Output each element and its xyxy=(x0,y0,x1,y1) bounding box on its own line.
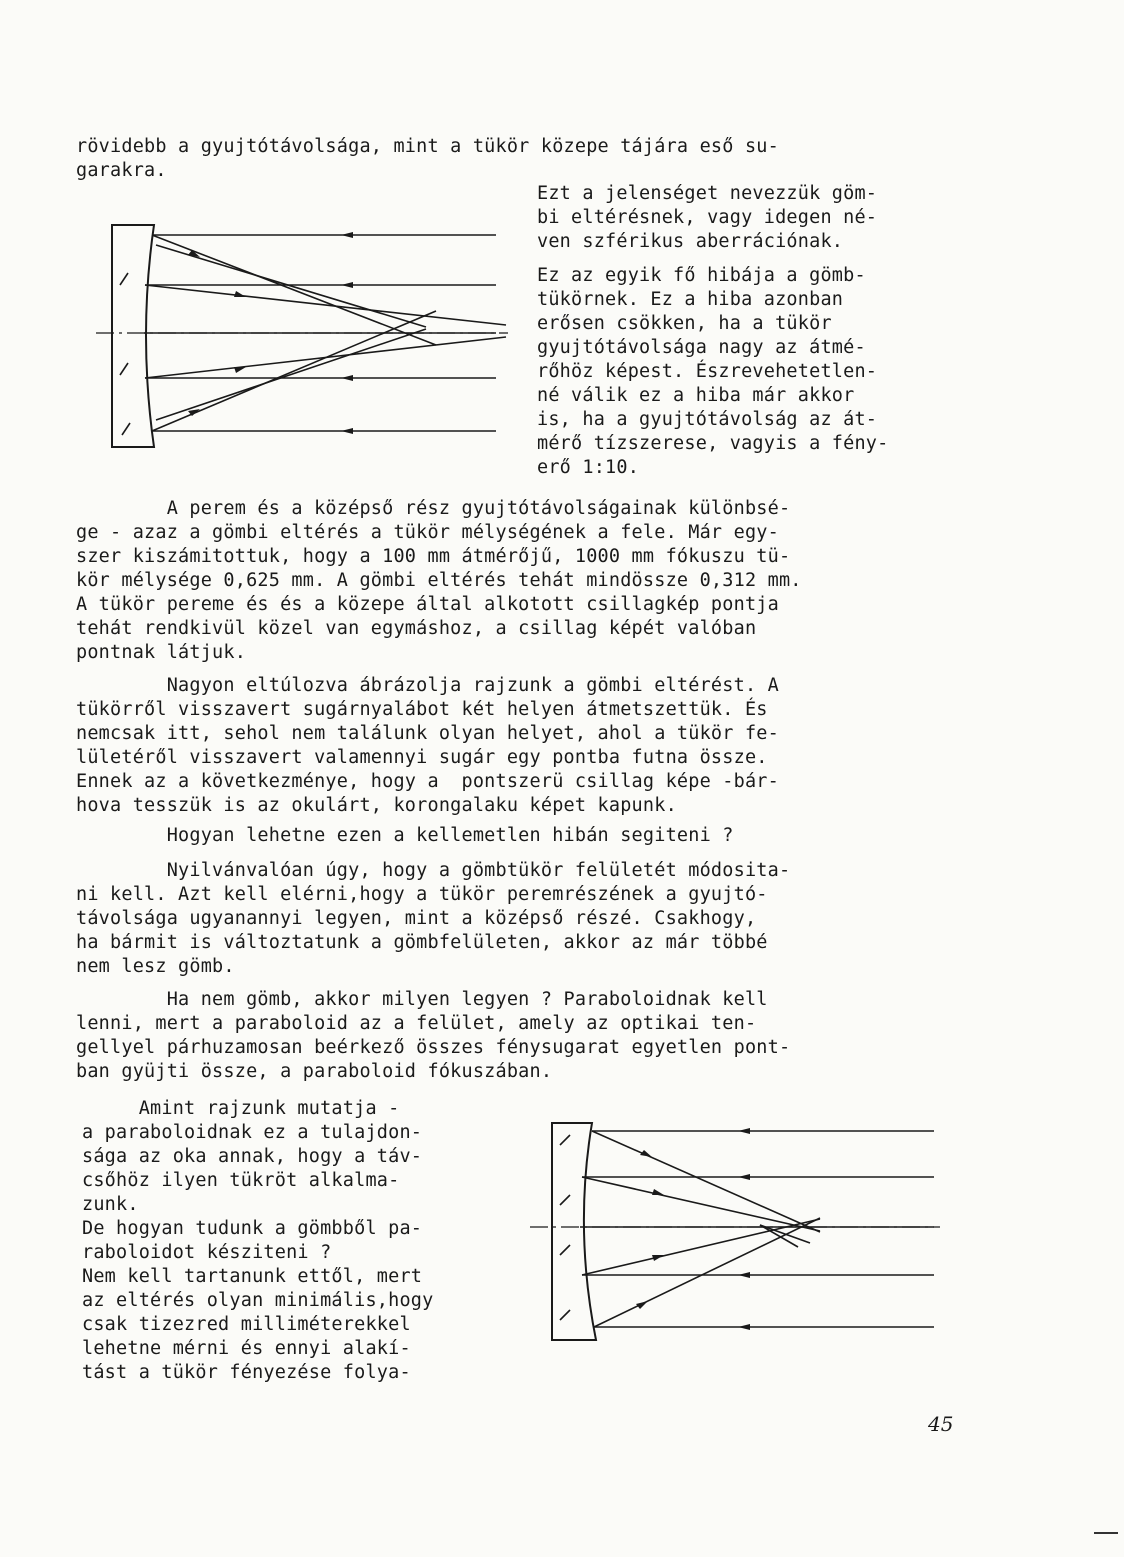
arrowhead xyxy=(341,375,353,381)
arrowhead xyxy=(738,1174,750,1180)
arrowhead xyxy=(738,1128,750,1134)
reflected-ray xyxy=(156,329,426,420)
page-number: 45 xyxy=(928,1412,954,1436)
parabolic-mirror-diagram xyxy=(530,1115,950,1350)
right-paragraph-2: Ez az egyik fő hibája a gömb- tükörnek. Ez a hiba azonban erősen csökken, ha a tükör gyujtótávolsága nagy az átmé- rőhöz képest. Észrevehetetlen- né válik ez a hiba már akkor is, ha a gyujtótávolság az át- mérő tízszerese, vagyis a fény- erő 1:10. xyxy=(537,265,889,478)
arrowhead xyxy=(738,1272,750,1278)
paragraph-hogyan: Hogyan lehetne ezen a kellemetlen hibán segiteni ? xyxy=(76,825,734,846)
arrowhead xyxy=(738,1324,750,1330)
arrowhead xyxy=(234,291,246,297)
paragraph-ha-nem-gomb: Ha nem gömb, akkor milyen legyen ? Paraboloidnak kell lenni, mert a paraboloid az a felület, amely az optikai ten- gellyel párhuzamosan beérkező összes fénysugarat egyetlen pont- ban gyüjti össze, a paraboloid fókuszában. xyxy=(76,989,791,1082)
arrowhead xyxy=(652,1255,664,1261)
arrowhead xyxy=(341,428,353,434)
mirror-hatch xyxy=(560,1195,570,1205)
paragraph-nyilvanvaloan: Nyilvánvalóan úgy, hogy a gömbtükör felületét módosita- ni kell. Azt kell elérni,hogy a tükör peremrészének a gyujtó- távolsága ugyanannyi legyen, mint a középső részé. Csakhogy, ha bármit is változtatunk a gömbfelületen, akkor az már többé nem lesz gömb. xyxy=(76,860,791,977)
reflected-ray xyxy=(145,285,506,325)
arrowhead xyxy=(341,282,353,288)
scan-mark xyxy=(1094,1532,1118,1534)
mirror-body xyxy=(112,225,154,447)
reflected-ray xyxy=(156,245,426,327)
arrowhead xyxy=(636,1301,648,1309)
mirror-hatch xyxy=(560,1310,570,1320)
paragraph-perem: A perem és a középső rész gyujtótávolságainak különbsé- ge - azaz a gömbi eltérés a tükör mélységének a fele. Már egy- szer kiszámitottuk, hogy a 100 mm átmérőjű, 1000 mm fókuszu tü- kör mélysége 0,625 mm. A gömbi eltérés tehát mindössze 0,312 mm. A tükör pereme és és a közepe által alkotott csillagkép pontja tehát rendkivül közel van egymáshoz, a csillag képét valóban pontnak látjuk. xyxy=(76,498,802,663)
bottom-left-paragraph: Amint rajzunk mutatja - a paraboloidnak ez a tulajdon- sága az oka annak, hogy a táv- csőhöz ilyen tükröt alkalma- zunk. De hogyan tudunk a gömbből pa- raboloidot késziteni ? Nem kell tartanunk ettől, mert az eltérés olyan minimális,hogy csak tizezred milliméterekkel lehetne mérni és ennyi alakí- tást a tükör fényezése folya- xyxy=(82,1098,434,1383)
reflected-ray xyxy=(592,1131,820,1232)
right-paragraph-1: Ezt a jelenséget nevezzük göm- bi eltérésnek, vagy idegen né- ven szférikus aberrációnak. xyxy=(537,183,878,252)
mirror-hatch xyxy=(560,1135,570,1145)
mirror-hatch xyxy=(122,423,130,435)
mirror-body xyxy=(552,1123,596,1340)
arrowhead xyxy=(234,367,246,373)
paragraph-nagyon: Nagyon eltúlozva ábrázolja rajzunk a gömbi eltérést. A tükörről visszavert sugárnyalábot két helyen átmetszettük. És nemcsak itt, sehol nem találunk olyan helyet, ahol a tükör fe- lületéről visszavert valamennyi sugár egy pontba futna össze. Ennek az a következménye, hogy a pontszerü csillag képe -bár- hova tesszük is az okulárt, korongalaku képet kapunk. xyxy=(76,675,779,816)
spherical-aberration-figure xyxy=(96,215,516,455)
mirror-hatch xyxy=(560,1245,570,1255)
top-paragraph: rövidebb a gyujtótávolsága, mint a tükör közepe tájára eső su- garakra. xyxy=(76,136,779,181)
arrowhead xyxy=(341,232,353,238)
mirror-hatch xyxy=(120,363,128,375)
reflected-ray xyxy=(582,1177,820,1231)
arrowhead xyxy=(640,1150,652,1157)
spherical-mirror-diagram xyxy=(96,215,516,455)
parabolic-mirror-figure xyxy=(530,1115,950,1350)
arrowhead xyxy=(652,1189,664,1195)
mirror-hatch xyxy=(120,273,128,285)
